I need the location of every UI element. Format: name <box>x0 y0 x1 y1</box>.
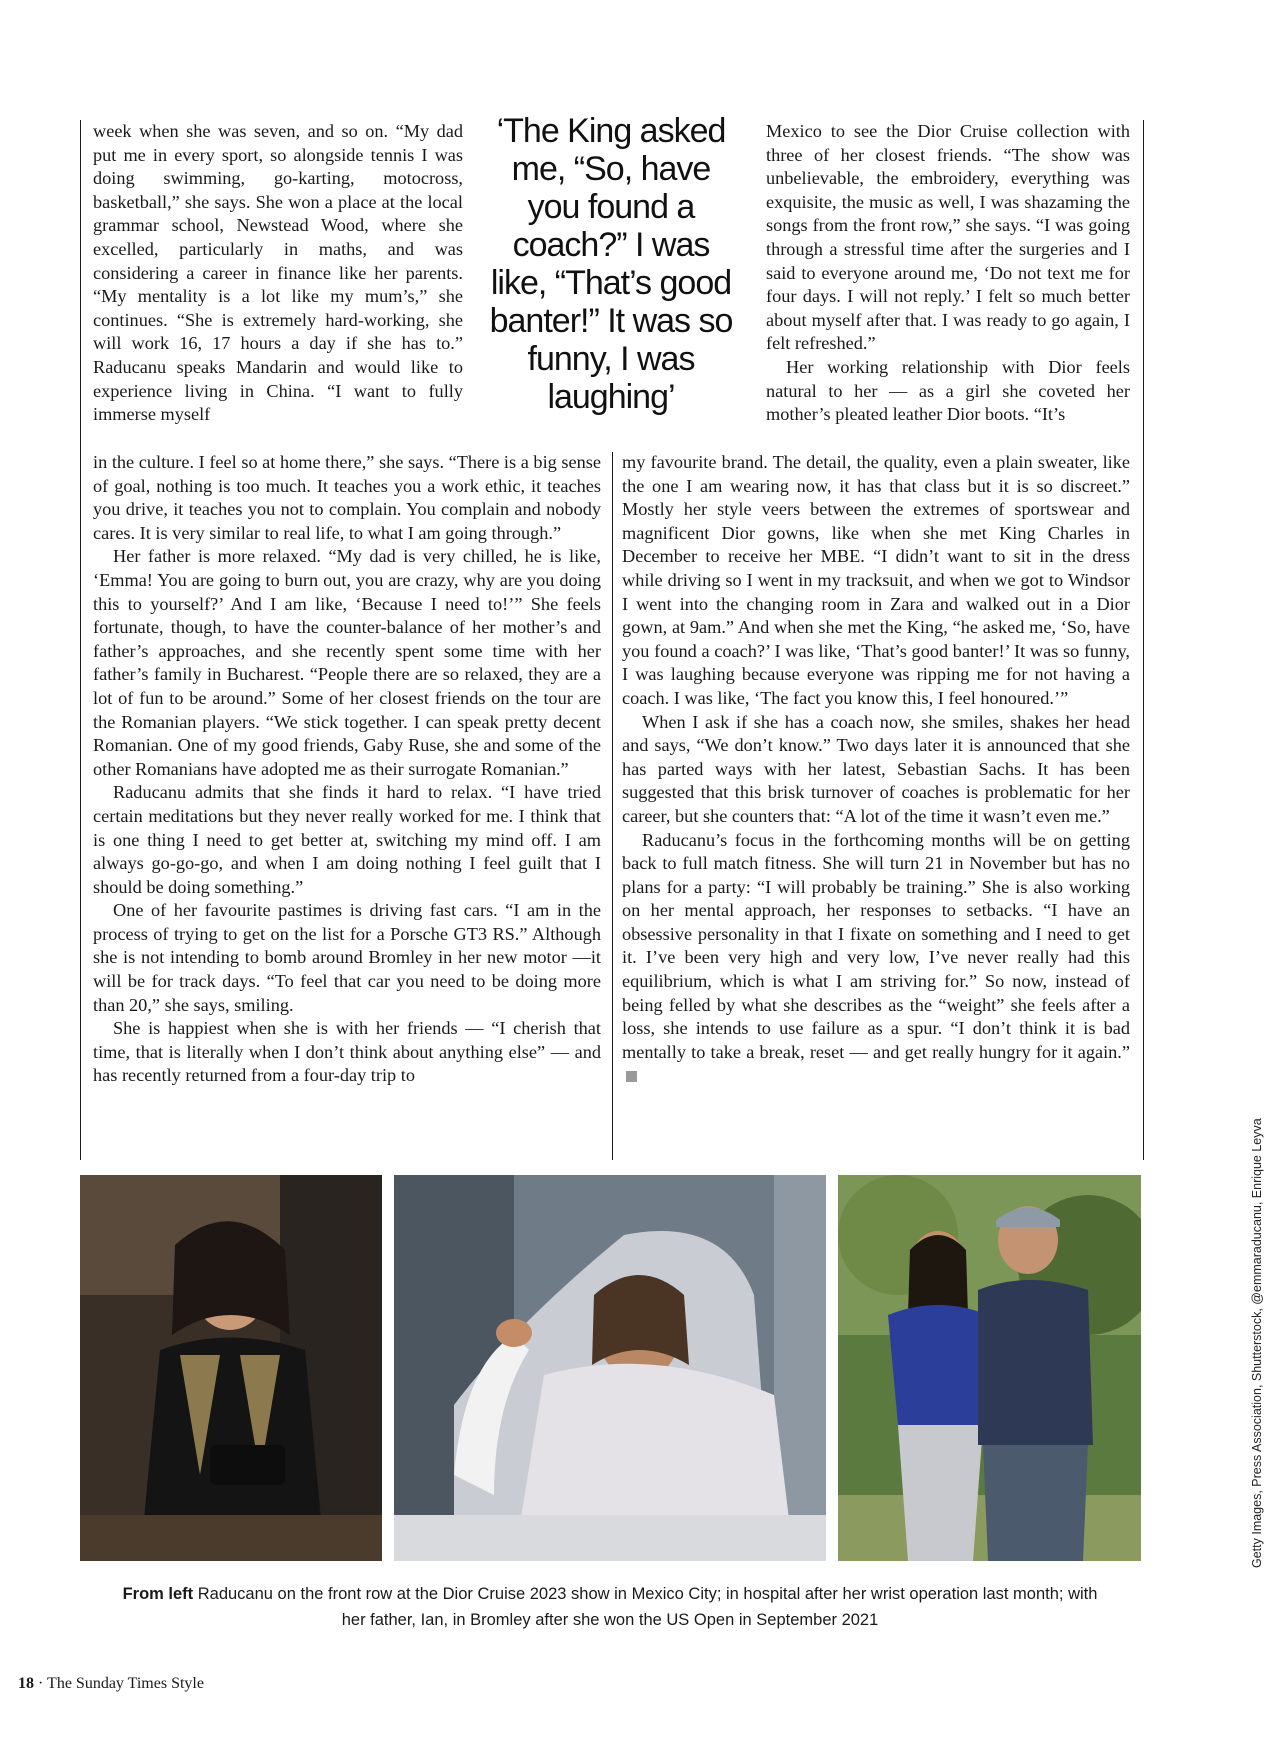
photo-credit: Getty Images, Press Association, Shutterstock, @emmaraducanu, Enrique Leyva <box>1250 1118 1264 1568</box>
column-rule-right <box>1143 120 1144 1160</box>
paragraph-final <box>622 829 1130 1089</box>
column-rule-middle <box>612 452 613 1160</box>
paragraph: week when she was seven, and so on. “My dad put me in every sport, so alongside tennis I was doing swimming, go-karting, motocross, basketball,” she says. She won a place at the local grammar school, Newstead Wood, where she excelled, particularly in maths, and was considering a career in finance like her parents. “My mentality is a lot like my mum’s,” she continues. “She is extremely hard-working, she will work 16, 17 hours a day if she has to.” Raducanu speaks Mandarin and would like to experience living in China. “I want to fully immerse myself <box>93 121 463 425</box>
article-column-a-top <box>93 120 463 427</box>
photo-father <box>838 1175 1141 1561</box>
caption-lead: From left <box>122 1585 194 1603</box>
pull-quote: ‘The King asked me, “So, have you found a coach?” I was like, “That’s good banter!” It was so funny, I was laughing’ <box>489 112 733 416</box>
paragraph: Mexico to see the Dior Cruise collection with three of her closest friends. “The show was unbelievable, the embroidery, everything was exquisite, the music as well, I was shazaming the songs from the front row,” she says. “I was going through a stressful time after the surgeries and I said to everyone around me, ‘Do not text me for four days. I will not reply.’ I felt so much better about myself after that. I was ready to go again, I felt refreshed.” <box>766 121 1130 354</box>
paragraph: Her working relationship with Dior feels natural to her — as a girl she coveted her mother’s pleated leather Dior boots. “It’s <box>766 356 1130 425</box>
photo-dior-show <box>80 1175 382 1561</box>
paragraph: in the culture. I feel so at home there,” she says. “There is a big sense of goal, nothing is too much. It teaches you a work ethic, it teaches you drive, it teaches you not to complain. You complain and nobody cares. It is very similar to real life, to what I am going through.” <box>93 452 601 543</box>
publication-name: The Sunday Times Style <box>47 1675 204 1692</box>
paragraph: When I ask if she has a coach now, she smiles, shakes her head and says, “We don’t know.” Two days later it is announced that she has parted ways with her latest, Sebastian Sachs. It has been suggested that this brisk turnover of coaches is problematic for her career, but she counters that: “A lot of the time it wasn’t even me.” <box>622 711 1130 826</box>
caption-text: Raducanu on the front row at the Dior Cruise 2023 show in Mexico City; in hospital after her wrist operation last month; with her father, Ian, in Bromley after she won the US Open in September 2021 <box>193 1585 1098 1629</box>
article-column-a-bottom <box>93 451 601 1088</box>
paragraph: One of her favourite pastimes is driving fast cars. “I am in the process of trying to get on the list for a Porsche GT3 RS.” Although she is not intending to bomb around Bromley in her new motor —it will be for track days. “To feel that car you need to be doing more than 20,” she says, smiling. <box>93 900 601 1015</box>
article-column-b <box>622 451 1130 1088</box>
article-column-c <box>766 120 1130 427</box>
paragraph: my favourite brand. The detail, the quality, even a plain sweater, like the one I am wearing now, it has that class but it is so discreet.” Mostly her style veers between the extremes of sportswear and magnificent Dior gowns, like when she met King Charles in December to receive her MBE. “I didn’t want to sit in the dress while driving so I went in my tracksuit, and when we got to Windsor I went into the changing room in Zara and walked out in a Dior gown, at 9am.” And when she met the King, “he asked me, ‘So, have you found a coach?’ I was like, ‘That’s good banter!’ It was so funny, I was laughing because everyone was ripping me for not having a coach. I was like, ‘The fact you know this, I feel honoured.’” <box>622 452 1130 708</box>
paragraph: Her father is more relaxed. “My dad is very chilled, he is like, ‘Emma! You are going to burn out, you are crazy, why are you doing this to yourself?’ And I am like, ‘Because I need to!’” She feels fortunate, though, to have the counter-balance of her mother’s and father’s approaches, and she recently spent some time with her father’s family in Bucharest. “People there are so relaxed, they are a lot of fun to be around.” Some of her closest friends on the tour are the Romanian players. “We stick together. I can speak pretty decent Romanian. One of my good friends, Gaby Ruse, she and some of the other Romanians have adopted me as their surrogate Romanian.” <box>93 546 601 779</box>
photo-caption <box>120 1581 1100 1633</box>
column-rule-left <box>80 120 81 1160</box>
footer-separator: · <box>38 1675 44 1692</box>
paragraph-text: Raducanu’s focus in the forthcoming months will be on getting back to full match fitness. She will turn 21 in November but has no plans for a party: “I will probably be training.” She is also working on her mental approach, her responses to setbacks. “I have an obsessive personality in that I fixate on something and I need to get it. I’ve been very high and very low, I’ve never really had this equilibrium, which is what I am striving for.” So now, instead of being felled by what she describes as the “weight” she feels after a loss, she intends to use failure as a spur. “I don’t think it is bad mentally to take a break, reset — and get really hungry for it again.” <box>622 829 1130 1062</box>
page-number: 18 <box>18 1675 34 1692</box>
end-mark-icon <box>626 1071 637 1082</box>
paragraph: She is happiest when she is with her friends — “I cherish that time, that is literally when I don’t think about anything else” — and has recently returned from a four-day trip to <box>93 1018 601 1086</box>
paragraph: Raducanu admits that she finds it hard to relax. “I have tried certain meditations but they never really worked for me. I think that is one thing I need to get better at, switching my mind off. I am always go-go-go, and when I am doing nothing I feel guilt that I should be doing something.” <box>93 782 601 897</box>
page-footer <box>18 1675 204 1693</box>
photo-hospital <box>394 1175 826 1561</box>
